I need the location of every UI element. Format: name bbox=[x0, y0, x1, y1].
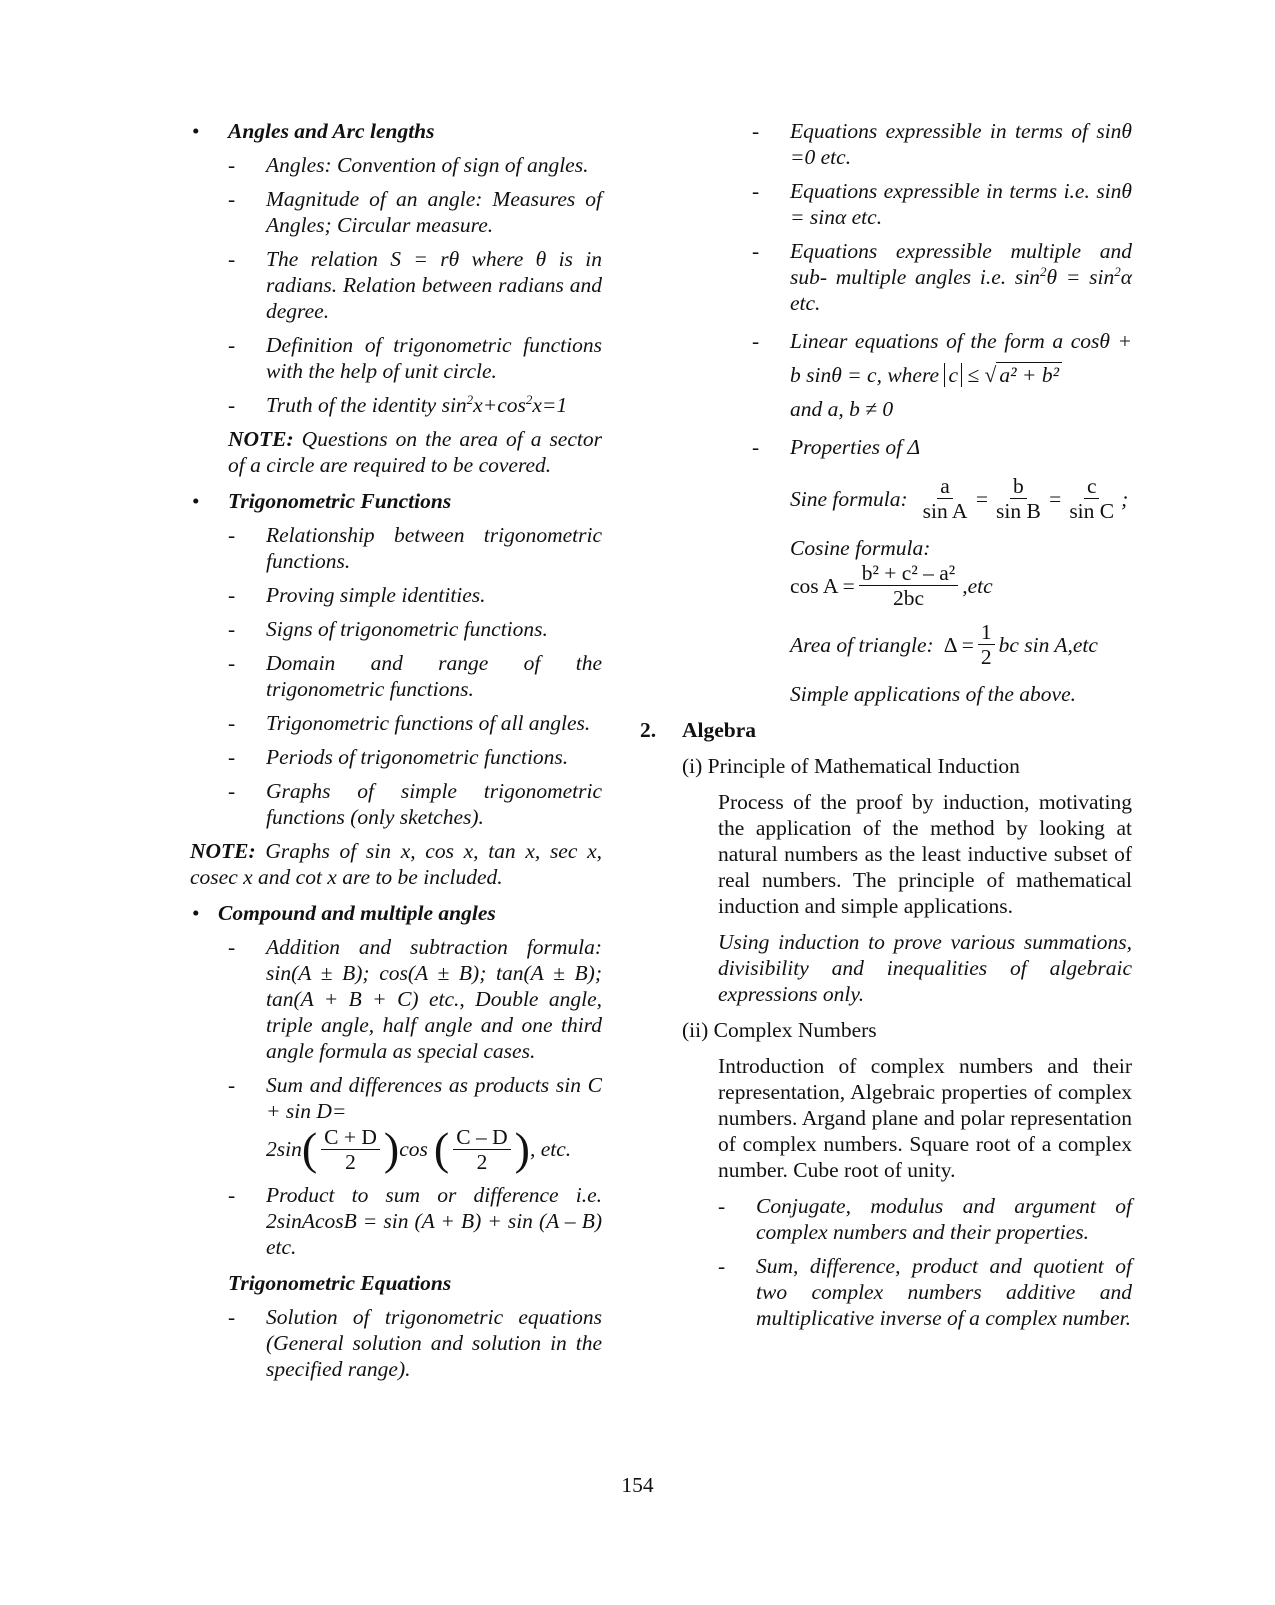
list-item: - Equations expressible multiple and sub- multiple angles i.e. $\sin^2\theta = \sin^2\alpha$ etc. bbox=[752, 239, 1132, 315]
list-item: - Domain and range of the trigonometric functions. bbox=[228, 651, 602, 701]
complex-paragraph: Introduction of complex numbers and their representation, Algebraic properties of complex numbers. Argand plane and polar representation of complex numbers. Square root of a complex number. Cube root of unity. bbox=[718, 1054, 1132, 1182]
sine-formula: Sine formula: $\frac{a}{\text{sin A}}$ = $\frac{b}{\text{sin B}}$ = $\frac{c}{\text{sin C}}$ ; bbox=[790, 474, 1129, 523]
section-heading-trig-functions: • Trigonometric Functions bbox=[192, 489, 452, 513]
cosine-formula: cos A = $\frac{\text{b² + c² – a²}}{2bc}$ ,etc bbox=[790, 561, 993, 610]
section-heading-compound: • Compound and multiple angles bbox=[192, 901, 496, 925]
trig-functions-list bbox=[228, 522, 602, 830]
list-item: - Proving simple identities. bbox=[228, 583, 486, 607]
list-item: - Magnitude of an angle: Measures of Angles; Circular measure. bbox=[228, 187, 602, 237]
bullet-marker: • bbox=[192, 901, 200, 925]
subsection-induction: (i) Principle of Mathematical Induction bbox=[682, 754, 1020, 778]
list-item: - Graphs of simple trigonometric functions (only sketches). bbox=[228, 779, 602, 829]
left-column bbox=[190, 118, 602, 1390]
list-item: - Sum, difference, product and quotient of two complex numbers additive and multiplicative inverse of a complex number. bbox=[718, 1254, 1132, 1330]
list-item: - Relationship between trigonometric functions. bbox=[228, 523, 602, 573]
list-item: - Definition of trigonometric functions with the help of unit circle. bbox=[228, 333, 602, 383]
cosine-formula-label: Cosine formula: bbox=[790, 536, 931, 560]
list-item: - Angles: Convention of sign of angles. bbox=[228, 153, 589, 177]
section-heading-angles: • Angles and Arc lengths bbox=[192, 119, 435, 143]
angles-list bbox=[228, 152, 602, 478]
induction-italic-paragraph: Using induction to prove various summations, divisibility and inequalities of algebraic expressions only. bbox=[718, 930, 1132, 1006]
list-item: - The relation S = rθ where θ is in radians. Relation between radians and degree. bbox=[228, 247, 602, 323]
list-item: - Addition and subtraction formula: sin(A ± B); cos(A ± B); tan(A ± B); tan(A + B + C) etc., Double angle, triple angle, half angle and one third angle formula as special cases. bbox=[228, 935, 602, 1063]
list-item: - Periods of trigonometric functions. bbox=[228, 745, 569, 769]
induction-paragraph: Process of the proof by induction, motivating the application of the method by looking at natural numbers as the least inductive subset of real numbers. The principle of mathematical induction and simple applications. bbox=[718, 790, 1132, 918]
bullet-marker: • bbox=[192, 489, 200, 513]
page-number: 154 bbox=[621, 1473, 654, 1497]
list-item: - Product to sum or difference i.e. 2sinAcosB = sin (A + B) + sin (A – B) etc. bbox=[228, 1183, 602, 1259]
list-item-sum-products: - Sum and differences as products sin C + sin D= 2sin ( $\frac{C + D}{2}$ ) cos ( $\frac{C - D}{2}$ ) , etc. bbox=[228, 1073, 602, 1174]
compound-list bbox=[228, 934, 602, 1382]
list-item: - Equations expressible in terms of sinθ =0 etc. bbox=[752, 119, 1132, 169]
list-item: - Trigonometric functions of all angles. bbox=[228, 711, 591, 735]
subsection-complex: (ii) Complex Numbers bbox=[682, 1018, 877, 1042]
section-heading-algebra: 2. Algebra bbox=[640, 718, 757, 742]
trig-equations-continued bbox=[752, 118, 1132, 707]
note-area-sector: NOTE: Questions on the area of a sector of a circle are required to be covered. bbox=[228, 427, 602, 477]
list-item: - Conjugate, modulus and argument of complex numbers and their properties. bbox=[718, 1194, 1132, 1244]
simple-applications: Simple applications of the above. bbox=[790, 682, 1077, 706]
section-heading-trig-equations: Trigonometric Equations bbox=[228, 1271, 452, 1295]
note-graphs: NOTE: Graphs of sin x, cos x, tan x, sec x, cosec x and cot x are to be included. bbox=[190, 839, 602, 889]
area-formula: Area of triangle: Δ = $\frac{1}{2}$ bc sin A,etc bbox=[790, 620, 1098, 669]
list-item: - Equations expressible in terms i.e. sinθ = sinα etc. bbox=[752, 179, 1132, 229]
sum-product-formula: 2sin ( $\frac{C + D}{2}$ ) cos ( $\frac{C - D}{2}$ ) , etc. bbox=[266, 1123, 572, 1174]
list-item-properties: - Properties of Δ bbox=[752, 435, 921, 459]
list-item-identity: - Truth of the identity $\sin^2x+\cos^2x=1$ bbox=[228, 391, 568, 417]
list-item: - Signs of trigonometric functions. bbox=[228, 617, 548, 641]
list-item: - Solution of trigonometric equations (General solution and solution in the specified range). bbox=[228, 1305, 602, 1381]
right-column bbox=[640, 118, 1132, 1339]
list-item-linear: - Linear equations of the form a cosθ + b sinθ = c, where c ≤ √ a² + b² and a, b ≠ 0 bbox=[752, 329, 1132, 421]
bullet-marker: • bbox=[192, 119, 200, 143]
